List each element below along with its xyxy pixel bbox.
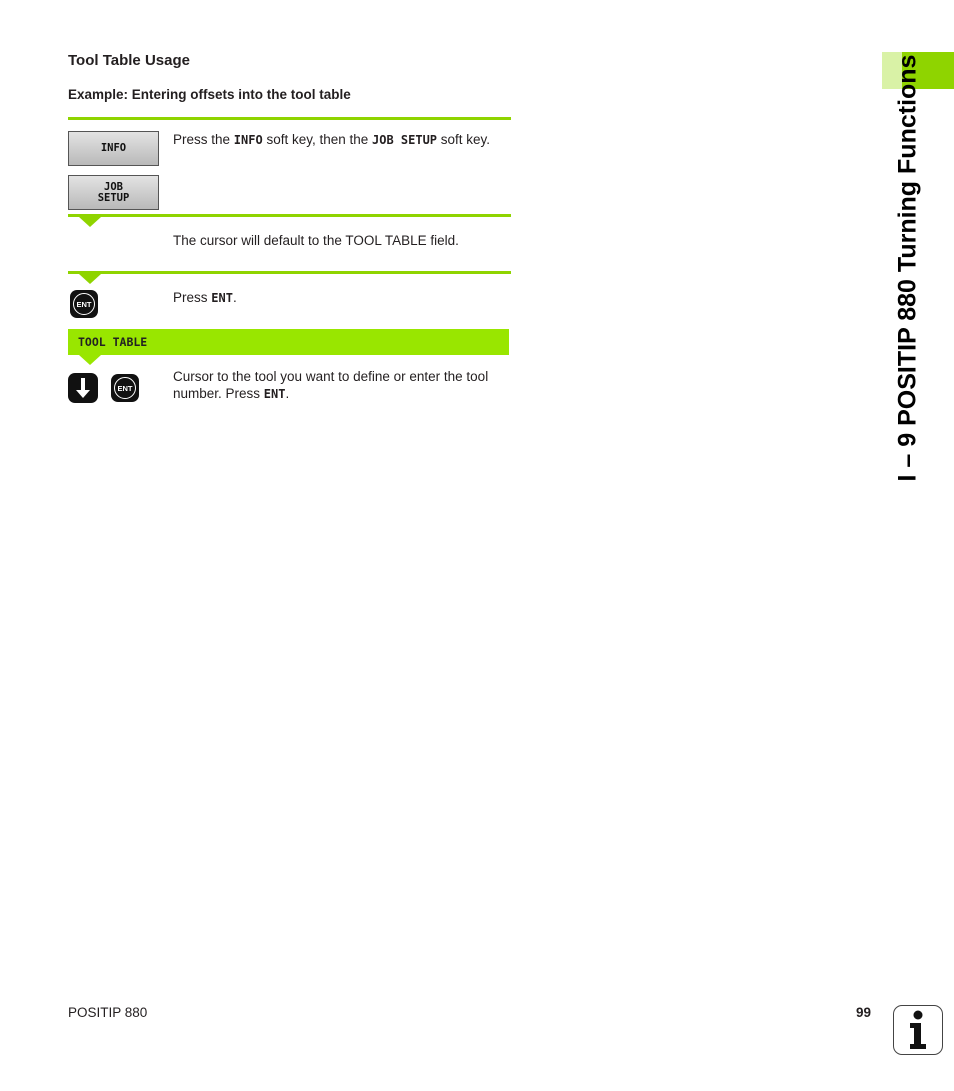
step1-text-c: soft key. (437, 132, 491, 147)
step4-text-b: . (285, 386, 290, 401)
step-divider (68, 214, 511, 217)
bar-arrow-icon (79, 355, 101, 365)
step-arrow-icon (79, 217, 101, 227)
step3-text-b: . (232, 290, 237, 305)
step1-text-b: soft key, then the (262, 132, 372, 147)
section-heading: Tool Table Usage (68, 52, 190, 69)
step1-key-info: INFO (233, 133, 263, 147)
step3-text-a: Press (173, 290, 212, 305)
page-number: 99 (856, 1005, 872, 1020)
step1-text-a: Press the (173, 132, 234, 147)
step1-text (173, 131, 513, 149)
step-arrow-icon (79, 274, 101, 284)
ent-key-label: ENT (73, 293, 95, 315)
chapter-title: I – 9 POSITIP 880 Turning Functions (893, 54, 922, 482)
arrow-down-icon (73, 376, 93, 400)
step4-text-a: Cursor to the tool you want to define or enter the tool number. Press (173, 369, 489, 401)
ent-key-icon[interactable] (111, 374, 139, 402)
info-softkey[interactable]: INFO (68, 131, 159, 166)
example-heading: Example: Entering offsets into the tool table (68, 87, 351, 102)
info-icon (893, 1005, 943, 1055)
step-divider (68, 271, 511, 274)
ent-key-label: ENT (114, 377, 136, 399)
tool-table-field-bar: TOOL TABLE (68, 329, 509, 355)
step4-key-ent: ENT (263, 387, 286, 401)
step2-text: The cursor will default to the TOOL TABLE field. (173, 233, 459, 248)
ent-key-icon[interactable] (70, 290, 98, 318)
arrow-down-key-icon[interactable] (68, 373, 98, 403)
step-divider (68, 117, 511, 120)
step3-key-ent: ENT (211, 291, 233, 305)
footer-product: POSITIP 880 (68, 1005, 148, 1020)
info-glyph-icon (906, 1010, 930, 1050)
step4-text (173, 368, 513, 403)
step1-key-job-setup: JOB SETUP (372, 133, 438, 147)
step3-text (173, 289, 513, 307)
job-setup-softkey[interactable]: JOB SETUP (68, 175, 159, 210)
